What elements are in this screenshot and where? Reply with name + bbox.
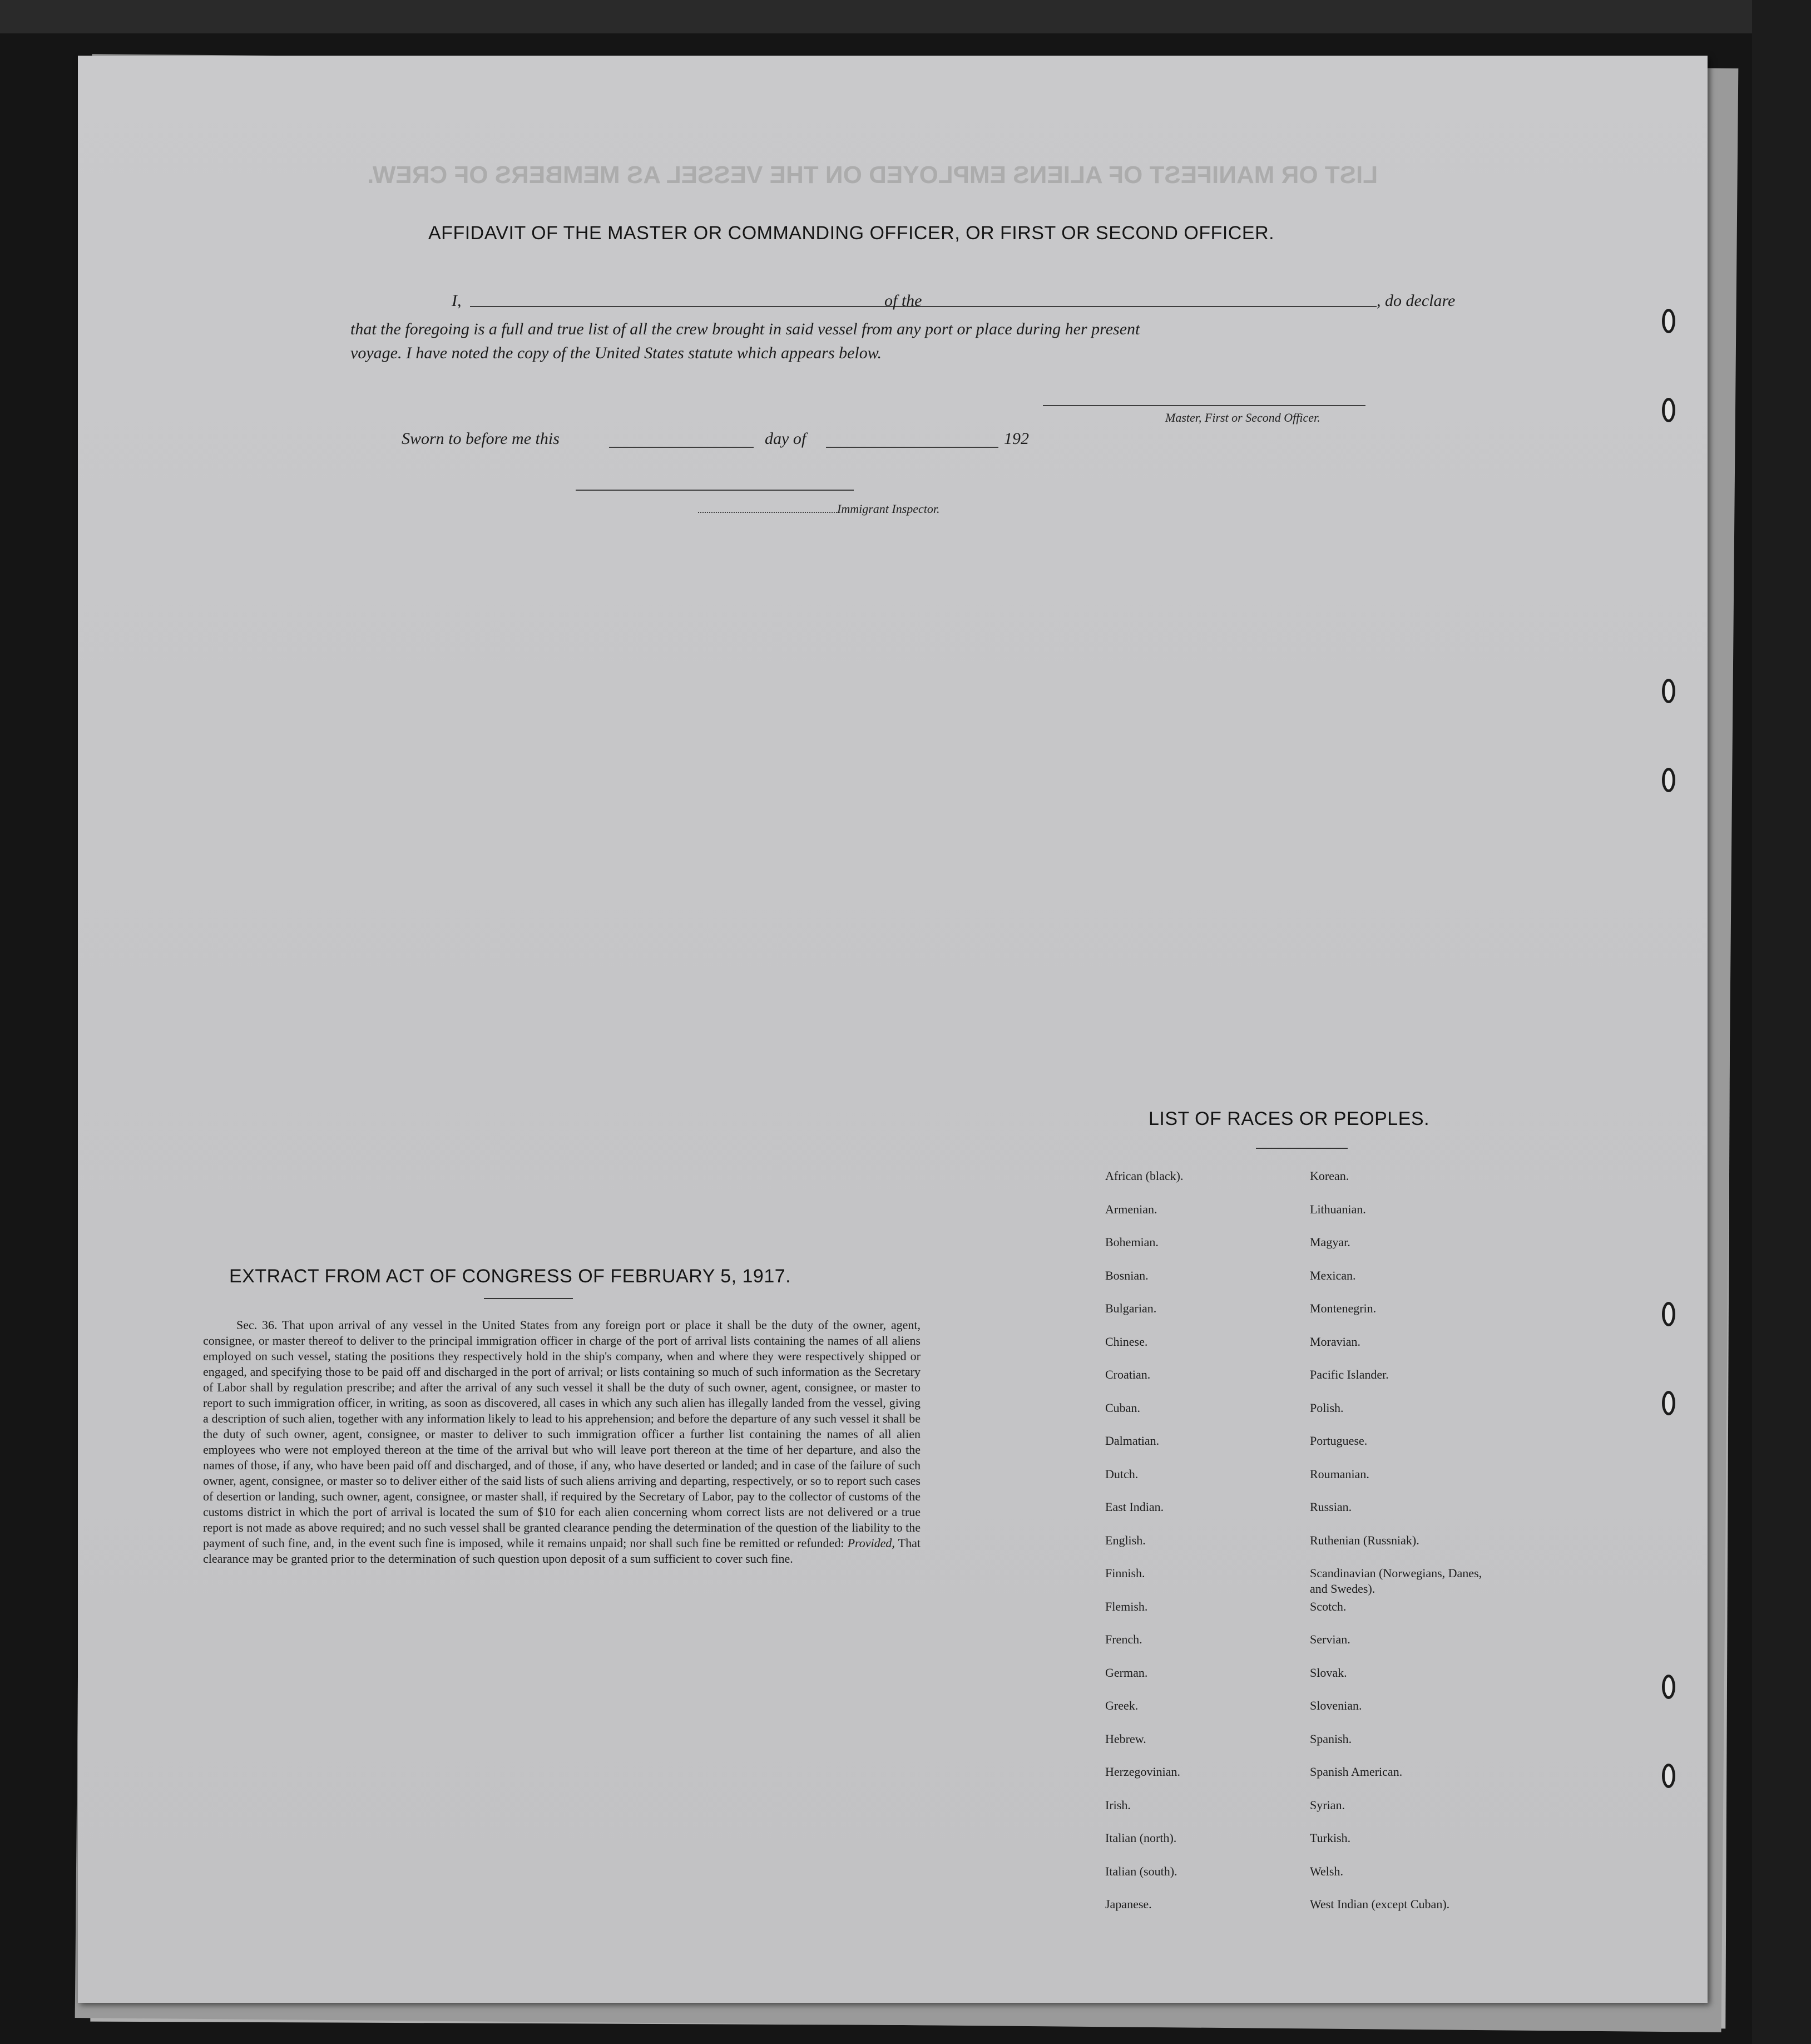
race-item: Roumanian. [1310, 1467, 1369, 1481]
race-item: Dutch. [1105, 1467, 1139, 1481]
race-item: Polish. [1310, 1400, 1344, 1415]
race-item: West Indian (except Cuban). [1310, 1897, 1450, 1911]
races-left-column [1105, 1168, 1328, 1930]
affidavit-title: AFFIDAVIT OF THE MASTER OR COMMANDING OFFICER, OR FIRST OR SECOND OFFICER. [428, 223, 1275, 244]
extract-body-ending: That clearance may be granted prior to the determination of such question upon deposit of a sum sufficient to cover such fine. [203, 1536, 921, 1566]
races-right-column [1310, 1168, 1532, 1930]
affidavit-line-3: voyage. I have noted the copy of the United States statute which appears below. [350, 344, 882, 362]
manifest-sheet [78, 56, 1708, 2003]
race-item: English. [1105, 1533, 1146, 1547]
race-item: Montenegrin. [1310, 1301, 1377, 1315]
scan-border-top [0, 0, 1811, 33]
sworn-month-line[interactable] [826, 447, 998, 448]
race-item: Hebrew. [1105, 1731, 1146, 1746]
races-divider [1256, 1148, 1348, 1149]
punch-hole [1662, 309, 1675, 333]
race-item: Russian. [1310, 1500, 1352, 1514]
affidavit-of-the-label: of the [884, 292, 922, 310]
extract-body-text: That upon arrival of any vessel in the United States from any foreign port or place it shall be the duty of the owner, agent, consignee, or master thereof to deliver to the principal immigration officer in charge of the port of arrival lists containing the names of all aliens employed on such vessel, stating the positions they respectively hold in the ship's company, when and where they were respectively shipped or engaged, and specifying those to be paid off and discharged in the port of arrival; or lists containing so much of such information as the Secretary of Labor shall by regulation prescribe; and after the arrival of any such vessel it shall be the duty of such owner, agent, consignee, or master to report to such immigration officer, in writing, as soon as discovered, all cases in which any such alien has illegally landed from the vessel, giving a description of such alien, together with any information likely to lead to his apprehension; and before the departure of any such vessel it shall be the duty of such owner, agent, consignee, or master to deliver to such immigration officer a further list containing the names of all alien employees who were not employed thereon at the time of the arrival but who will leave port thereon at the time of her departure, and also the names of those, if any, who have been paid off and discharged, and of those, if any, who have deserted or landed; and in case of the failure of such owner, agent, consignee, or master so to deliver either of the said lists of such aliens arriving and departing, respectively, or so to report such cases of desertion or landing, such owner, agent, consignee, or master shall, if required by the Secretary of Labor, pay to the collector of customs of the customs district in which the port of arrival is located the sum of $10 for each alien concerning whom correct lists are not delivered or a true report is not made as above required; and no such vessel shall be granted clearance pending the determination of the question of the liability to the payment of such fine, and, in the event such fine is imposed, while it remains unpaid; nor shall such fine be remitted or refunded: [203, 1318, 921, 1550]
sworn-label: Sworn to before me this [402, 429, 560, 448]
extract-section-label: Sec. 36. [236, 1318, 278, 1332]
race-item: German. [1105, 1665, 1148, 1680]
punch-hole [1662, 398, 1675, 422]
race-item: Flemish. [1105, 1599, 1148, 1613]
vessel-name-line[interactable] [959, 306, 1377, 307]
race-item: Irish. [1105, 1798, 1131, 1812]
race-item: Armenian. [1105, 1202, 1157, 1216]
race-item: Italian (south). [1105, 1864, 1177, 1878]
sworn-day-line[interactable] [609, 447, 754, 448]
race-item: Portuguese. [1310, 1434, 1368, 1448]
punch-hole [1662, 1675, 1675, 1699]
inspector-signature-line[interactable] [576, 490, 854, 491]
race-item: Finnish. [1105, 1566, 1145, 1580]
race-item: Servian. [1310, 1632, 1350, 1646]
race-item: Syrian. [1310, 1798, 1345, 1812]
master-signature-label: Master, First or Second Officer. [1165, 411, 1320, 424]
race-item: Scotch. [1310, 1599, 1347, 1613]
race-item: Croatian. [1105, 1367, 1151, 1381]
race-item: Korean. [1310, 1169, 1349, 1183]
race-item: Cuban. [1105, 1400, 1140, 1415]
race-item: Spanish American. [1310, 1765, 1403, 1779]
race-item: Turkish. [1310, 1831, 1351, 1845]
race-item: Spanish. [1310, 1731, 1352, 1746]
race-item: French. [1105, 1632, 1142, 1646]
race-item: Ruthenian (Russniak). [1310, 1533, 1419, 1547]
race-item: Slovenian. [1310, 1699, 1362, 1712]
race-item: Bosnian. [1105, 1268, 1149, 1282]
race-item: African (black). [1105, 1169, 1184, 1183]
race-item: Scandinavian (Norwegians, Danes, and Swedes). [1310, 1566, 1482, 1596]
race-item: Welsh. [1310, 1864, 1343, 1878]
race-item: Italian (north). [1105, 1831, 1177, 1845]
race-item: Chinese. [1105, 1334, 1148, 1349]
race-item: Moravian. [1310, 1334, 1361, 1349]
affidavit-line-2: that the foregoing is a full and true list of all the crew brought in said vessel from any port or place during her present [350, 320, 1140, 338]
extract-title: EXTRACT FROM ACT OF CONGRESS OF FEBRUARY 5, 1917. [229, 1266, 791, 1287]
race-item: Pacific Islander. [1310, 1367, 1389, 1381]
race-item: Mexican. [1310, 1268, 1356, 1282]
race-item: Lithuanian. [1310, 1202, 1366, 1216]
bleed-through-title: LIST OR MANIFEST OF ALIENS EMPLOYED ON THE VESSEL AS MEMBERS OF CREW. [367, 161, 1378, 189]
extract-provided-label: Provided, [847, 1536, 895, 1550]
affidavit-do-declare: , do declare [1377, 292, 1456, 310]
race-item: Herzegovinian. [1105, 1765, 1180, 1779]
race-item: Dalmatian. [1105, 1434, 1160, 1448]
punch-hole [1662, 1391, 1675, 1415]
punch-hole [1662, 1764, 1675, 1788]
affidavit-i-label: I, [452, 292, 462, 310]
races-title: LIST OF RACES OR PEOPLES. [1149, 1108, 1430, 1129]
race-item: Bulgarian. [1105, 1301, 1157, 1315]
punch-hole [1662, 1302, 1675, 1326]
day-of-label: day of [765, 429, 806, 448]
race-item: Magyar. [1310, 1235, 1350, 1249]
inspector-dotted-line [698, 512, 837, 513]
race-item: Bohemian. [1105, 1235, 1159, 1249]
race-item: Slovak. [1310, 1665, 1347, 1680]
inspector-label: Immigrant Inspector. [837, 502, 940, 516]
year-label: 192 [1004, 429, 1029, 448]
race-item: Japanese. [1105, 1897, 1152, 1911]
race-item: East Indian. [1105, 1500, 1164, 1514]
master-signature-line[interactable] [1043, 405, 1365, 406]
scan-border-right [1752, 0, 1811, 2044]
extract-divider [484, 1298, 573, 1299]
punch-hole [1662, 679, 1675, 703]
punch-hole [1662, 768, 1675, 792]
extract-body [203, 1317, 921, 1567]
race-item: Greek. [1105, 1699, 1139, 1712]
